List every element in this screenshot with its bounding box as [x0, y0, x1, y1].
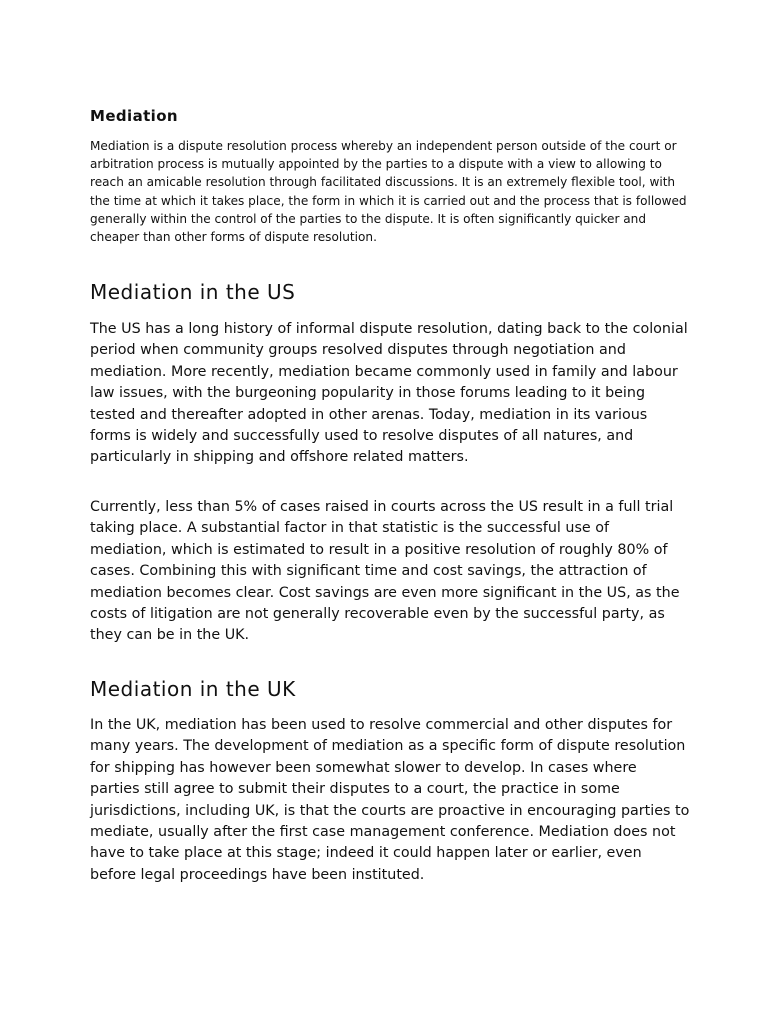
- section-heading-mediation-us: Mediation in the US: [90, 280, 296, 304]
- paragraph-mediation-intro: Mediation is a dispute resolution process whereby an independent person outside of the court or arbitration process is mutually appointed by the parties to a dispute with a view to allowing to reach an amicable resolution through facilitated discussions. It is an extremely flexible tool, with the time at which it takes place, the form in which it is carried out and the process that is followed generally within the control of the parties to the dispute. It is often significantly quicker and cheaper than other forms of dispute resolution.: [90, 139, 687, 245]
- section-heading-mediation: Mediation: [90, 107, 178, 125]
- section-heading-mediation-uk: Mediation in the UK: [90, 677, 296, 701]
- paragraph-uk-practice: In the UK, mediation has been used to resolve commercial and other disputes for many years. The development of mediation as a specific form of dispute resolution for shipping has however been somewhat slower to develop. In cases where parties still agree to submit their disputes to a court, the practice in some jurisdictions, including UK, is that the courts are proactive in encouraging parties to mediate, usually after the first case management conference. Mediation does not have to take place at this stage; indeed it could happen later or earlier, even before legal proceedings have been instituted.: [90, 717, 690, 883]
- document-page: [90, 104, 690, 883]
- paragraph-us-history: The US has a long history of informal dispute resolution, dating back to the colonial period when community groups resolved disputes through negotiation and mediation. More recently, mediation became commonly used in family and labour law issues, with the burgeoning popularity in those forums leading to it being tested and thereafter adopted in other arenas. Today, mediation in its various forms is widely and successfully used to resolve disputes of all natures, and particularly in shipping and offshore related matters.: [90, 321, 688, 466]
- paragraph-us-statistics: Currently, less than 5% of cases raised in courts across the US result in a full trial taking place. A substantial factor in that statistic is the successful use of mediation, which is estimated to result in a positive resolution of roughly 80% of cases. Combining this with significant time and cost savings, the attraction of mediation becomes clear. Cost savings are even more significant in the US, as the costs of litigation are not generally recoverable even by the successful party, as they can be in the UK.: [90, 499, 680, 644]
